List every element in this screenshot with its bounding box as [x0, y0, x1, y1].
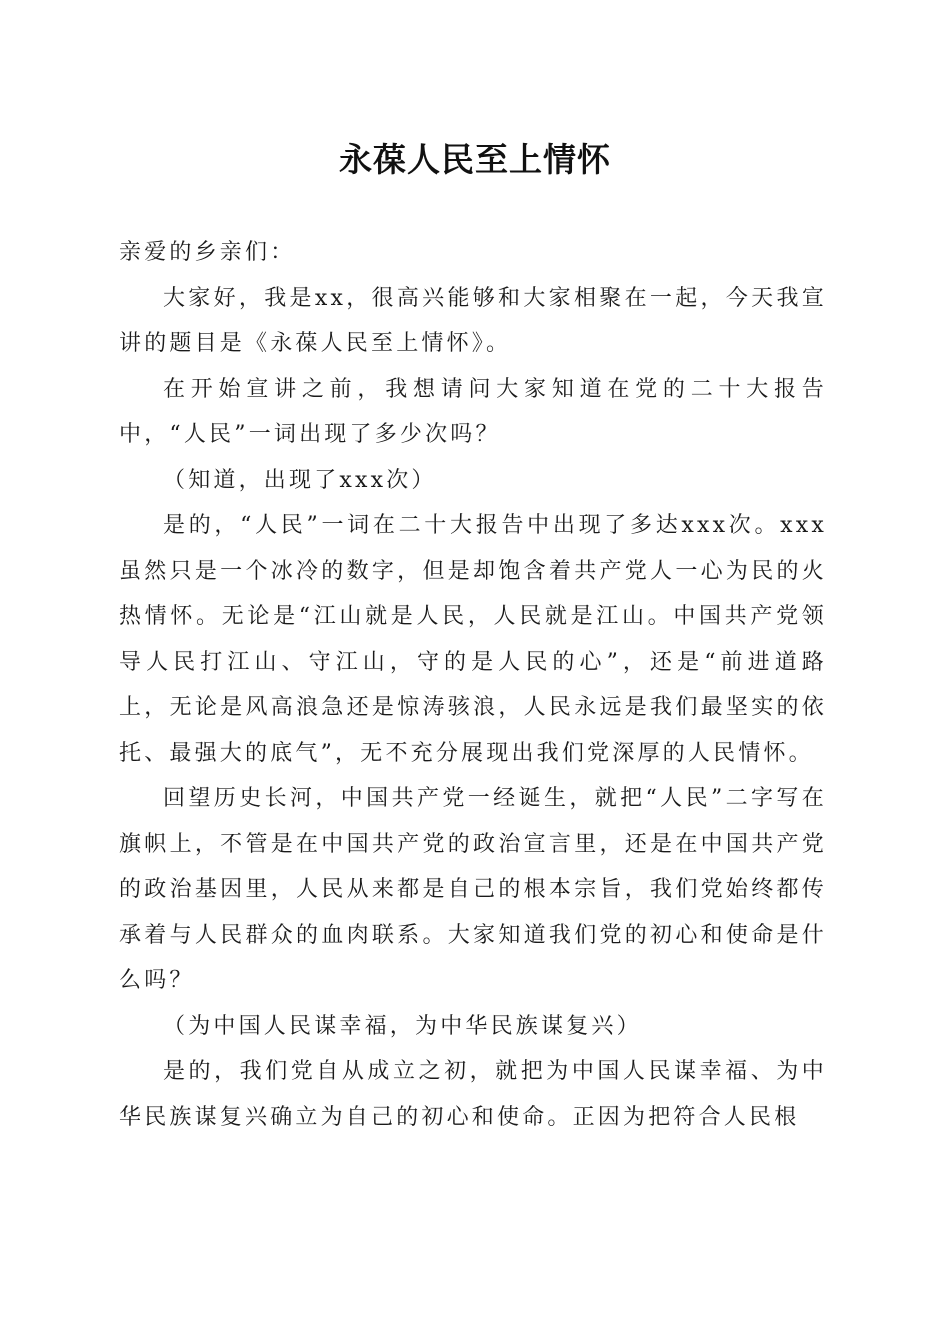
paragraph-greeting: 大家好，我是xx，很高兴能够和大家相聚在一起，今天我宣讲的题目是《永葆人民至上情怀》。 — [119, 285, 827, 356]
document-title: 永葆人民至上情怀 — [339, 140, 611, 179]
audience-response: （为中国人民谋幸福，为中华民族谋复兴） — [163, 1013, 642, 1039]
document-body — [119, 230, 827, 1140]
paragraph-people-count: 是的，“人民”一词在二十大报告中出现了多达xxx次。xxx虽然只是一个冰冷的数字，但是却饱含着共产党人一心为民的火热情怀。无论是“江山就是人民，人民就是江山。中国共产党领导人民打江山、守江山，守的是人民的心”，还是“前进道路上，无论是风高浪急还是惊涛骇浪，人民永远是我们最坚实的依托、最强大的底气”，无不充分展现出我们党深厚的人民情怀。 — [119, 513, 827, 766]
paragraph-mission: 是的，我们党自从成立之初，就把为中国人民谋幸福、为中华民族谋复兴确立为自己的初心和使命。正因为把符合人民根 — [119, 1059, 827, 1130]
paragraph-history: 回望历史长河，中国共产党一经诞生，就把“人民”二字写在旗帜上，不管是在中国共产党的政治宣言里，还是在中国共产党的政治基因里，人民从来都是自己的根本宗旨，我们党始终都传承着与人民群众的血肉联系。大家知道我们党的初心和使命是什么吗？ — [119, 786, 827, 993]
paragraph-question: 在开始宣讲之前，我想请问大家知道在党的二十大报告中，“人民”一词出现了多少次吗？ — [119, 376, 827, 447]
salutation: 亲爱的乡亲们： — [119, 240, 296, 265]
audience-response: （知道，出现了xxx次） — [163, 467, 437, 493]
